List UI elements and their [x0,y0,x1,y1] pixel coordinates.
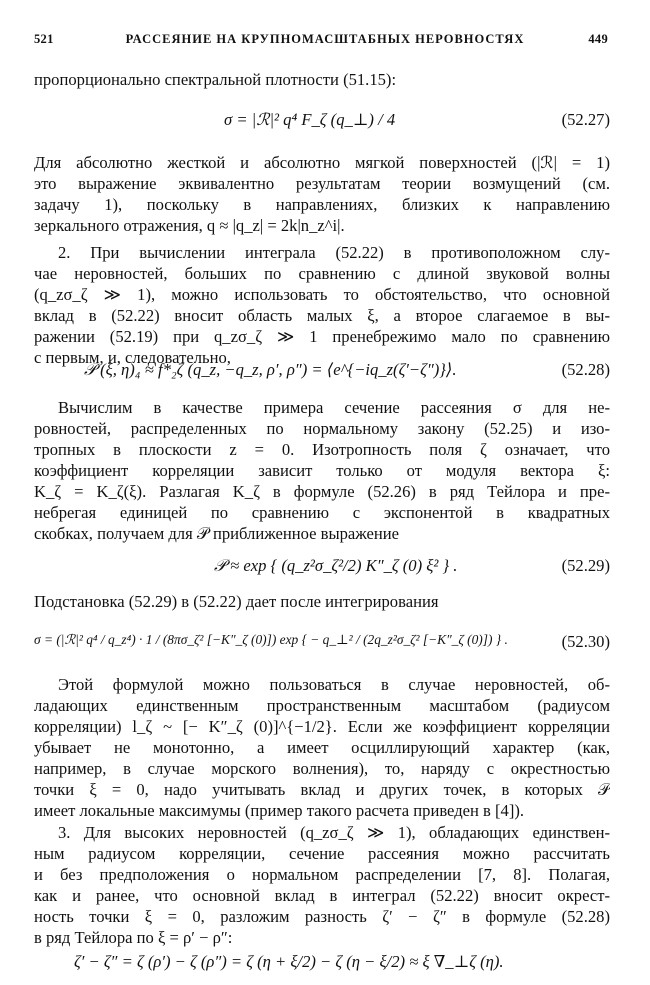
text-line: это выражение эквивалентно результатам теории возмущений (см. [34,174,610,193]
equation-number: (52.27) [561,110,610,129]
text-line: скобках, получаем для 𝒫 приближенное выражение [34,524,399,543]
text-line: ность точки ξ = 0, разложим разность ζ′ − ζ″ в формуле (52.28) [34,907,610,926]
equation-52-29 [34,548,610,588]
text-line: 3. Для высоких неровностей (q_zσ_ζ ≫ 1), обладающих единствен- [58,823,610,842]
text-line: Вычислим в качестве примера сечение рассеяния σ для не- [58,398,610,417]
text-line: чае неровностей, больших по сравнению с длиной звуковой волны [34,264,610,283]
equation-formula: 𝒫 (ξ, η)₄ ≈ f*₂ζ (q_z, −q_z, ρ′, ρ″) = ⟨e^{−iq_z(ζ′−ζ″)}⟩. [84,360,457,379]
running-title: РАССЕЯНИЕ НА КРУПНОМАСШТАБНЫХ НЕРОВНОСТЯХ [125,32,525,46]
text-line: имеет локальные максимумы (пример такого расчета приведен в [4]). [34,801,525,820]
text-line: Этой формулой можно пользоваться в случае неровностей, об- [58,675,610,694]
text-line: 2. При вычислении интеграла (52.22) в противоположном слу- [58,243,610,262]
equation-formula: σ = (|ℛ|² q⁴ / q_z⁴) · 1 / (8πσ_ζ² [−K″_ζ (0)]) exp { − q_⊥² / (2q_z²σ_ζ² [−K″_ζ (0)]) } . [34,632,508,647]
text-line: корреляции) l_ζ ~ [− K″_ζ (0)]^{−1/2}. Если же коэффициент корреляции [34,717,610,736]
text-line: ровностей, распределенных по нормальному закону (52.25) и изо- [34,419,610,438]
equation-number: (52.30) [561,632,610,651]
text-line: вклад в (52.22) вносит область малых ξ, а второе слагаемое в вы- [34,306,610,325]
page-number: 449 [588,32,608,46]
equation-52-28 [34,352,610,392]
text-line: в ряд Тейлора по ξ = ρ′ − ρ″: [34,928,233,947]
text-line: небрегая единицей по сравнению с экспонентой в квадратных [34,503,610,522]
text-line: зеркального отражения, q ≈ |q_z| = 2k|n_z^i|. [34,216,345,235]
header-left-number: 521 [34,32,54,46]
text-line: коэффициент корреляции зависит только от модуля вектора ξ: [34,461,610,480]
text-line: K_ζ = K_ζ(ξ). Разлагая K_ζ в формуле (52.26) в ряд Тейлора и пре- [34,482,610,501]
text-line: и без предположения о нормальном распределении [7, 8]. Полагая, [34,865,610,884]
text-line: ным радиусом корреляции, сечение рассеяния можно рассчитать [34,844,610,863]
equation-number: (52.29) [561,556,610,575]
text-line: задачу 1), поскольку в направлениях, близких к направлению [34,195,610,214]
text-line: (q_zσ_ζ ≫ 1), можно использовать то обстоятельство, что основной [34,285,610,304]
text-line: пропорционально спектральной плотности (51.15): [34,70,397,89]
text-line: убывает не монотонно, а имеет осциллирующий характер (как, [34,738,610,757]
text-line: Для абсолютно жесткой и абсолютно мягкой поверхностей (|ℛ| = 1) [34,153,610,172]
text-line: тропных в плоскости z = 0. Изотропность поля ζ означает, что [34,440,610,459]
text-line: точки ξ = 0, надо учитывать вклад и других точек, в которых 𝒫 [34,780,610,799]
text-line: с первым, и, следовательно, [34,348,231,367]
text-line: ладающих единственным пространственным масштабом (радиусом [34,696,610,715]
text-line: Подстановка (52.29) в (52.22) дает после интегрирования [34,592,439,611]
text-line: как и ранее, что основной вклад в интеграл (52.22) вносит окрест- [34,886,610,905]
text-line: например, в случае морского волнения), то, наряду с окрестностью [34,759,610,778]
equation-formula: σ = |ℛ|² q⁴ F_ζ (q_⊥) / 4 [224,110,396,129]
equation-52-30 [34,624,610,664]
equation-formula: 𝒫 ≈ exp { (q_z²σ_ζ²/2) K″_ζ (0) ξ² } . [214,556,458,575]
equation-52-27 [34,102,610,142]
equation-formula: ζ′ − ζ″ = ζ (ρ′) − ζ (ρ″) = ζ (η + ξ/2) − ζ (η − ξ/2) ≈ ξ ∇_⊥ζ (η). [74,952,504,971]
text-line: ражении (52.19) при q_zσ_ζ ≫ 1 пренебрежимо мало по сравнению [34,327,610,346]
equation-number: (52.28) [561,360,610,379]
equation-final [34,944,610,984]
